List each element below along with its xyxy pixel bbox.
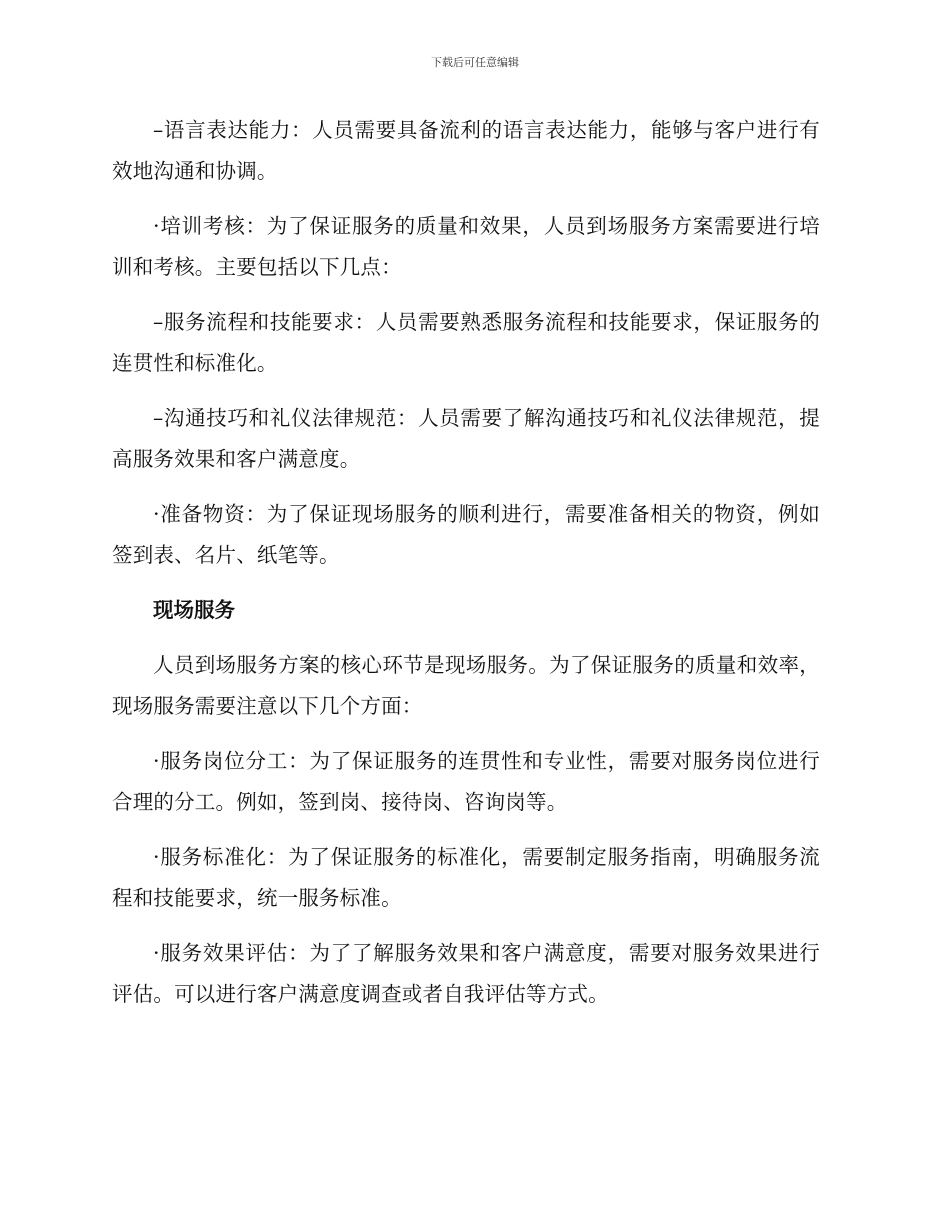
document-body — [112, 110, 820, 1029]
paragraph-language-expression: –语言表达能力：人员需要具备流利的语言表达能力，能够与客户进行有效地沟通和协调。 — [112, 118, 820, 183]
paragraph-communication-etiquette: –沟通技巧和礼仪法律规范：人员需要了解沟通技巧和礼仪法律规范，提高服务效果和客户满意度。 — [112, 406, 820, 471]
paragraph-prepare-materials: ·准备物资：为了保证现场服务的顺利进行，需要准备相关的物资，例如签到表、名片、纸笔等。 — [112, 502, 820, 567]
paragraph-effect-evaluation: ·服务效果评估：为了了解服务效果和客户满意度，需要对服务效果进行评估。可以进行客户满意度调查或者自我评估等方式。 — [112, 941, 820, 1006]
section-heading: 现场服务 — [153, 598, 235, 622]
paragraph-training-assessment: ·培训考核：为了保证服务的质量和效果，人员到场服务方案需要进行培训和考核。主要包括以下几点： — [112, 214, 820, 279]
paragraph-onsite-intro: 人员到场服务方案的核心环节是现场服务。为了保证服务的质量和效率，现场服务需要注意以下几个方面： — [112, 653, 820, 718]
paragraph-service-standardization: ·服务标准化：为了保证服务的标准化，需要制定服务指南，明确服务流程和技能要求，统一服务标准。 — [112, 845, 820, 910]
page-header: 下载后可任意编辑 — [431, 56, 519, 69]
paragraph-service-process-skills: –服务流程和技能要求：人员需要熟悉服务流程和技能要求，保证服务的连贯性和标准化。 — [112, 310, 820, 375]
paragraph-post-division: ·服务岗位分工：为了保证服务的连贯性和专业性，需要对服务岗位进行合理的分工。例如，签到岗、接待岗、咨询岗等。 — [112, 749, 820, 814]
